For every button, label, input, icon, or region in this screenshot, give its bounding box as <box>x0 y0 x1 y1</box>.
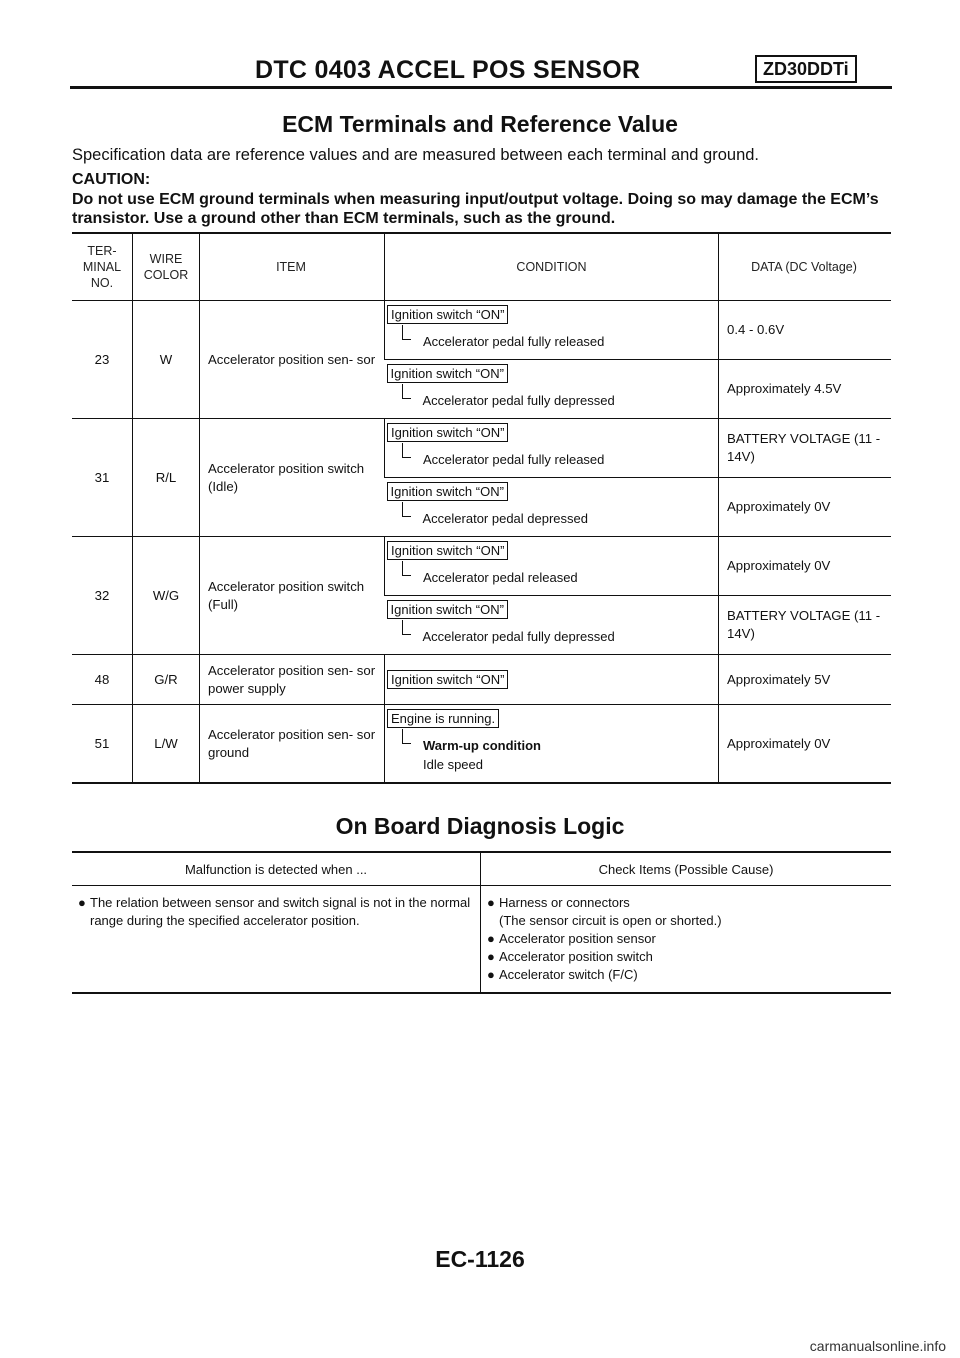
data-cell: Approximately 0V <box>719 478 892 537</box>
condition-sub-2: Idle speed <box>423 757 483 772</box>
condition-main: Ignition switch “ON” <box>387 541 508 560</box>
sub-condition-connector <box>402 502 411 517</box>
bullet-icon: ● <box>487 967 495 982</box>
data-cell: Approximately 5V <box>719 655 892 705</box>
condition-cell <box>385 301 719 360</box>
condition-cell <box>385 705 719 784</box>
col-condition: CONDITION <box>385 233 719 301</box>
data-cell: Approximately 0V <box>719 705 892 784</box>
page-number: EC-1126 <box>435 1246 525 1272</box>
check-item: Accelerator position sensor <box>499 931 656 946</box>
condition-cell <box>385 360 719 419</box>
data-cell: Approximately 4.5V <box>719 360 892 419</box>
malfunction-cell <box>72 886 481 994</box>
condition-main: Ignition switch “ON” <box>387 423 508 442</box>
ecm-terminal-table <box>72 232 891 784</box>
obd-logic-table <box>72 851 891 994</box>
sub-condition-connector <box>402 325 411 340</box>
header-title: DTC 0403 ACCEL POS SENSOR <box>255 56 641 84</box>
condition-main: Ignition switch “ON” <box>387 482 508 501</box>
bullet-icon: ● <box>78 895 86 910</box>
col-item: ITEM <box>200 233 385 301</box>
condition-main: Ignition switch “ON” <box>387 364 508 383</box>
condition-sub: Accelerator pedal fully released <box>423 452 605 467</box>
table-row <box>72 655 891 705</box>
condition-main: Ignition switch “ON” <box>387 600 508 619</box>
check-items-cell <box>481 886 892 994</box>
wire-cell: R/L <box>133 419 200 537</box>
condition-cell <box>385 419 719 478</box>
intro-text: Specification data are reference values and are measured between each terminal and ground. <box>72 146 760 164</box>
malfunction-text: The relation between sensor and switch signal is not in the normal range during the specified accelerator position. <box>90 895 471 928</box>
page-header <box>70 52 892 89</box>
list-item <box>78 894 474 930</box>
terminal-cell: 23 <box>72 301 133 419</box>
bullet-icon: ● <box>487 895 495 910</box>
data-cell: Approximately 0V <box>719 537 892 596</box>
col-terminal: TER- MINAL NO. <box>72 233 133 301</box>
col-malfunction: Malfunction is detected when ... <box>72 852 481 886</box>
condition-cell <box>385 537 719 596</box>
item-cell: Accelerator position sen- sor <box>200 301 385 419</box>
sub-condition-connector <box>402 729 411 744</box>
condition-sub: Accelerator pedal depressed <box>422 511 588 526</box>
table-row <box>72 537 891 596</box>
table-row <box>72 301 891 360</box>
ecm-section-title: ECM Terminals and Reference Value <box>282 111 678 137</box>
condition-sub: Accelerator pedal released <box>423 570 578 585</box>
caution-text: Do not use ECM ground terminals when measuring input/output voltage. Doing so may damage the ECM’s transistor. Use a ground other than ECM terminals, such as the ground. <box>72 190 879 227</box>
data-cell: 0.4 - 0.6V <box>719 301 892 360</box>
condition-main: Ignition switch “ON” <box>387 670 508 689</box>
item-cell: Accelerator position switch (Full) <box>200 537 385 655</box>
col-check-items: Check Items (Possible Cause) <box>481 852 892 886</box>
item-cell: Accelerator position sen- sor power supply <box>200 655 385 705</box>
list-item <box>487 930 885 948</box>
terminal-cell: 31 <box>72 419 133 537</box>
col-data: DATA (DC Voltage) <box>719 233 892 301</box>
condition-cell <box>385 478 719 537</box>
table-header-row <box>72 233 891 301</box>
list-item <box>487 966 885 984</box>
col-wire-color: WIRE COLOR <box>133 233 200 301</box>
table-row <box>72 419 891 478</box>
data-cell: BATTERY VOLTAGE (11 - 14V) <box>719 596 892 655</box>
check-item: Harness or connectors <box>499 895 630 910</box>
table-row <box>72 705 891 784</box>
data-cell: BATTERY VOLTAGE (11 - 14V) <box>719 419 892 478</box>
sub-condition-connector <box>402 384 411 399</box>
table-row <box>72 886 891 994</box>
wire-cell: W <box>133 301 200 419</box>
wire-cell: G/R <box>133 655 200 705</box>
terminal-cell: 48 <box>72 655 133 705</box>
watermark: carmanualsonline.info <box>809 1338 946 1354</box>
bullet-icon: ● <box>487 931 495 946</box>
sub-condition-connector <box>402 561 411 576</box>
terminal-cell: 32 <box>72 537 133 655</box>
terminal-cell: 51 <box>72 705 133 784</box>
condition-sub: Accelerator pedal fully released <box>423 334 605 349</box>
list-item <box>487 948 885 966</box>
caution-block <box>72 170 894 229</box>
engine-code-badge: ZD30DDTi <box>755 55 857 83</box>
condition-main: Engine is running. <box>387 709 499 728</box>
sub-condition-connector <box>402 620 411 635</box>
condition-sub: Accelerator pedal fully depressed <box>422 629 615 644</box>
check-item: Accelerator switch (F/C) <box>499 967 638 982</box>
obd-section-title: On Board Diagnosis Logic <box>335 813 625 839</box>
condition-main: Ignition switch “ON” <box>387 305 508 324</box>
check-item: Accelerator position switch <box>499 949 653 964</box>
condition-cell <box>385 596 719 655</box>
table-header-row <box>72 852 891 886</box>
item-cell: Accelerator position switch (Idle) <box>200 419 385 537</box>
bullet-icon: ● <box>487 949 495 964</box>
sub-condition-connector <box>402 443 411 458</box>
condition-sub: Warm-up condition <box>423 738 541 753</box>
condition-sub: Accelerator pedal fully depressed <box>422 393 615 408</box>
list-item <box>487 894 885 912</box>
check-item-note: (The sensor circuit is open or shorted.) <box>499 913 722 928</box>
wire-cell: W/G <box>133 537 200 655</box>
caution-label: CAUTION: <box>72 171 151 188</box>
item-cell: Accelerator position sen- sor ground <box>200 705 385 784</box>
wire-cell: L/W <box>133 705 200 784</box>
condition-cell <box>385 655 719 705</box>
